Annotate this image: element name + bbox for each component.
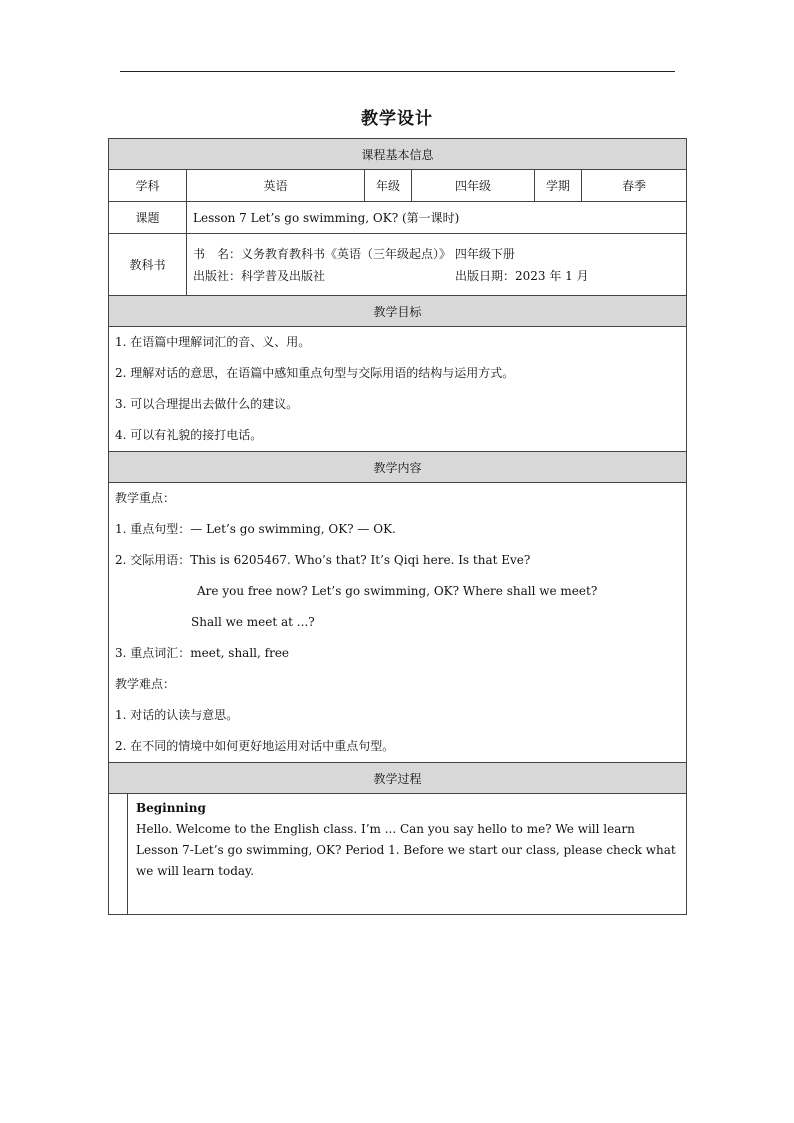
subject-value: 英语 (187, 170, 365, 202)
section-basic-info: 课程基本信息 (109, 139, 687, 170)
textbook-info (187, 234, 687, 296)
term-label: 学期 (535, 170, 582, 202)
difficult-points-heading: 教学难点： (115, 677, 176, 691)
textbook-pub-date: 出版日期：2023 年 1 月 (455, 268, 589, 283)
term-value: 春季 (582, 170, 687, 202)
communication-phrases: 2. 交际用语：This is 6205467. Who’s that? It’s Qiqi here. Is that Eve? (115, 553, 531, 567)
header-rule (120, 71, 675, 72)
difficult-point: 1. 对话的认读与意思。 (115, 708, 239, 722)
textbook-publisher: 出版社：科学普及出版社 (193, 268, 326, 283)
section-content: 教学内容 (109, 452, 687, 483)
grade-label: 年级 (365, 170, 412, 202)
process-stage-text: Hello. Welcome to the English class. I’m ... Can you say hello to me? We will learn Lesson 7-Let’s go swimming, OK? Period 1. Before we start our class, please check what we will learn today. (136, 822, 676, 878)
process-body (109, 794, 687, 915)
objective-item: 2. 理解对话的意思，在语篇中感知重点句型与交际用语的结构与运用方式。 (115, 366, 515, 380)
subject-label: 学科 (109, 170, 187, 202)
process-stage-heading: Beginning (136, 801, 206, 815)
document-title: 教学设计 (361, 109, 433, 129)
grade-value: 四年级 (412, 170, 535, 202)
objective-item: 1. 在语篇中理解词汇的音、义、用。 (115, 335, 311, 349)
objectives-body (109, 327, 687, 452)
difficult-point: 2. 在不同的情境中如何更好地运用对话中重点句型。 (115, 739, 395, 753)
content-body (109, 483, 687, 763)
communication-phrases-cont: Are you free now? Let’s go swimming, OK? Where shall we meet? (197, 584, 598, 598)
textbook-publish-row (193, 265, 680, 287)
section-objectives: 教学目标 (109, 296, 687, 327)
topic-label: 课题 (109, 202, 187, 234)
objective-item: 4. 可以有礼貌的接打电话。 (115, 428, 263, 442)
communication-phrases-cont: Shall we meet at ...? (191, 615, 315, 629)
section-process: 教学过程 (109, 763, 687, 794)
process-margin-column (109, 794, 128, 914)
objective-item: 3. 可以合理提出去做什么的建议。 (115, 397, 299, 411)
process-content (128, 794, 686, 914)
key-vocabulary: 3. 重点词汇：meet, shall, free (115, 646, 290, 660)
lesson-plan-table (108, 138, 687, 915)
textbook-label: 教科书 (109, 234, 187, 296)
topic-value: Lesson 7 Let’s go swimming, OK? (第一课时) (187, 202, 687, 234)
key-points-heading: 教学重点： (115, 491, 176, 505)
process-inner (109, 794, 686, 914)
textbook-name: 书 名：义务教育教科书《英语（三年级起点）》 四年级下册 (193, 246, 515, 261)
key-sentence: 1. 重点句型：— Let’s go swimming, OK? — OK. (115, 522, 396, 536)
